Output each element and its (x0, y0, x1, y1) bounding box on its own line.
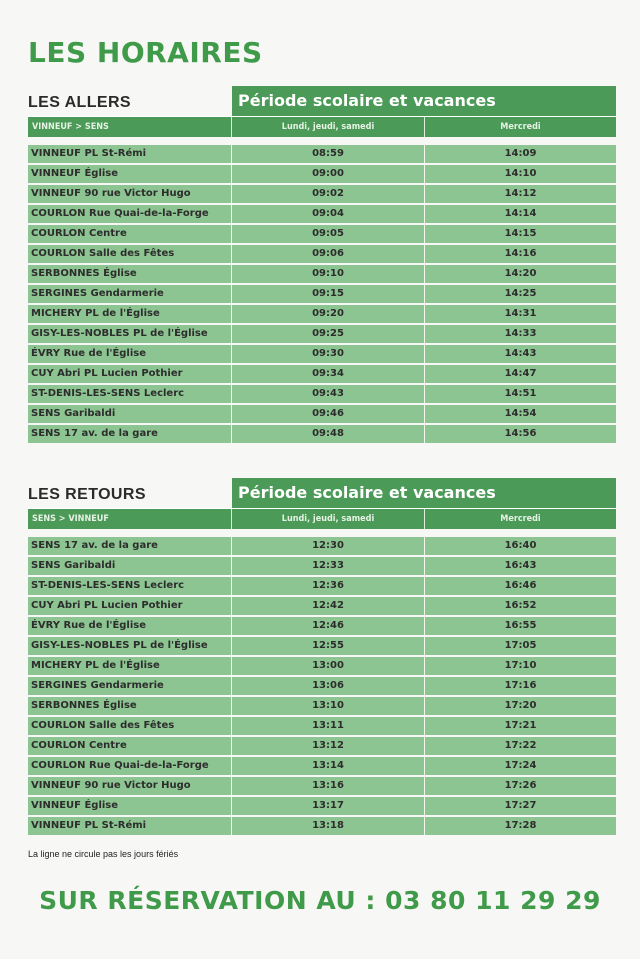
table-row (28, 145, 616, 163)
table-row (28, 677, 616, 695)
table-row (28, 365, 616, 383)
stop-name: VINNEUF PL St-Rémi (28, 145, 232, 163)
table-row (28, 717, 616, 735)
time-lundi: 09:46 (232, 405, 425, 423)
retours-route-header: SENS > VINNEUF (28, 509, 232, 529)
time-lundi: 09:00 (232, 165, 425, 183)
table-row (28, 425, 616, 443)
holiday-note: La ligne ne circule pas les jours fériés (28, 849, 179, 859)
stop-name: VINNEUF 90 rue Victor Hugo (28, 777, 232, 795)
time-mercredi: 14:25 (504, 288, 537, 299)
time-mercredi: 16:52 (504, 600, 537, 611)
stop-name: COURLON Salle des Fêtes (28, 245, 232, 263)
stop-name: COURLON Rue Quai-de-la-Forge (28, 757, 232, 775)
time-lundi: 12:33 (232, 557, 425, 575)
time-lundi: 09:06 (232, 245, 425, 263)
time-lundi: 09:10 (232, 265, 425, 283)
time-mercredi: 14:16 (504, 248, 537, 259)
stop-name: SERBONNES Église (28, 265, 232, 283)
time-mercredi: 14:43 (504, 348, 537, 359)
time-lundi: 09:02 (232, 185, 425, 203)
allers-periode: Période scolaire et vacances (232, 86, 616, 116)
time-lundi: 12:55 (232, 637, 425, 655)
time-lundi: 13:00 (232, 657, 425, 675)
time-lundi: 09:43 (232, 385, 425, 403)
time-mercredi: 14:47 (504, 368, 537, 379)
time-mercredi: 17:24 (504, 760, 537, 771)
stop-name: COURLON Salle des Fêtes (28, 717, 232, 735)
retours-lundi-header: Lundi, jeudi, samedi (232, 509, 425, 529)
stop-name: SENS 17 av. de la gare (28, 425, 232, 443)
time-lundi: 13:14 (232, 757, 425, 775)
time-mercredi: 14:31 (504, 308, 537, 319)
allers-route-header: VINNEUF > SENS (28, 117, 232, 137)
time-mercredi: 17:26 (504, 780, 537, 791)
time-mercredi: 14:54 (504, 408, 537, 419)
stop-name: COURLON Centre (28, 737, 232, 755)
table-row (28, 405, 616, 423)
stop-name: VINNEUF Église (28, 165, 232, 183)
time-lundi: 13:17 (232, 797, 425, 815)
time-lundi: 12:36 (232, 577, 425, 595)
time-mercredi: 17:28 (504, 820, 537, 831)
retours-column-header (28, 508, 616, 529)
table-row (28, 817, 616, 835)
allers-mercredi-header: Mercredi (500, 122, 541, 132)
time-lundi: 09:05 (232, 225, 425, 243)
stop-name: ÉVRY Rue de l'Église (28, 345, 232, 363)
table-row (28, 617, 616, 635)
time-lundi: 12:46 (232, 617, 425, 635)
table-row (28, 597, 616, 615)
table-row (28, 777, 616, 795)
table-row (28, 757, 616, 775)
time-lundi: 13:06 (232, 677, 425, 695)
time-lundi: 09:20 (232, 305, 425, 323)
table-row (28, 797, 616, 815)
stop-name: VINNEUF PL St-Rémi (28, 817, 232, 835)
time-lundi: 09:25 (232, 325, 425, 343)
table-row (28, 205, 616, 223)
time-mercredi: 17:20 (504, 700, 537, 711)
time-mercredi: 14:33 (504, 328, 537, 339)
stop-name: GISY-LES-NOBLES PL de l'Église (28, 637, 232, 655)
table-row (28, 265, 616, 283)
time-mercredi: 14:14 (504, 208, 537, 219)
table-row (28, 557, 616, 575)
stop-name: SERGINES Gendarmerie (28, 677, 232, 695)
time-lundi: 13:18 (232, 817, 425, 835)
stop-name: VINNEUF 90 rue Victor Hugo (28, 185, 232, 203)
time-lundi: 08:59 (232, 145, 425, 163)
table-row (28, 637, 616, 655)
table-row (28, 657, 616, 675)
stop-name: CUY Abri PL Lucien Pothier (28, 597, 232, 615)
retours-rows (28, 537, 616, 835)
table-row (28, 345, 616, 363)
reservation-phone: SUR RÉSERVATION AU : 03 80 11 29 29 (39, 886, 601, 915)
table-row (28, 325, 616, 343)
time-mercredi: 14:09 (504, 148, 537, 159)
stop-name: CUY Abri PL Lucien Pothier (28, 365, 232, 383)
stop-name: VINNEUF Église (28, 797, 232, 815)
stop-name: ST-DENIS-LES-SENS Leclerc (28, 385, 232, 403)
time-mercredi: 14:10 (504, 168, 537, 179)
page-title: LES HORAIRES (28, 36, 263, 69)
allers-section (28, 86, 616, 445)
time-mercredi: 14:51 (504, 388, 537, 399)
stop-name: SENS Garibaldi (28, 405, 232, 423)
stop-name: GISY-LES-NOBLES PL de l'Église (28, 325, 232, 343)
table-row (28, 245, 616, 263)
allers-lundi-header: Lundi, jeudi, samedi (232, 117, 425, 137)
time-mercredi: 14:20 (504, 268, 537, 279)
time-mercredi: 17:21 (504, 720, 537, 731)
time-mercredi: 17:10 (504, 660, 537, 671)
stop-name: COURLON Rue Quai-de-la-Forge (28, 205, 232, 223)
retours-section (28, 478, 616, 837)
time-lundi: 09:15 (232, 285, 425, 303)
time-lundi: 13:12 (232, 737, 425, 755)
stop-name: ÉVRY Rue de l'Église (28, 617, 232, 635)
table-row (28, 737, 616, 755)
time-mercredi: 16:55 (504, 620, 537, 631)
time-mercredi: 14:56 (504, 428, 537, 439)
time-lundi: 09:34 (232, 365, 425, 383)
stop-name: SENS Garibaldi (28, 557, 232, 575)
stop-name: MICHERY PL de l'Église (28, 305, 232, 323)
retours-title: LES RETOURS (28, 486, 146, 503)
table-row (28, 225, 616, 243)
stop-name: ST-DENIS-LES-SENS Leclerc (28, 577, 232, 595)
table-row (28, 165, 616, 183)
time-lundi: 09:30 (232, 345, 425, 363)
time-lundi: 13:16 (232, 777, 425, 795)
table-row (28, 285, 616, 303)
table-row (28, 577, 616, 595)
time-mercredi: 16:43 (504, 560, 537, 571)
allers-column-header (28, 116, 616, 137)
table-row (28, 305, 616, 323)
time-lundi: 09:04 (232, 205, 425, 223)
time-mercredi: 16:40 (504, 540, 537, 551)
time-lundi: 09:48 (232, 425, 425, 443)
table-row (28, 185, 616, 203)
table-row (28, 697, 616, 715)
stop-name: MICHERY PL de l'Église (28, 657, 232, 675)
time-lundi: 12:42 (232, 597, 425, 615)
time-lundi: 13:11 (232, 717, 425, 735)
stop-name: SERGINES Gendarmerie (28, 285, 232, 303)
time-mercredi: 17:22 (504, 740, 537, 751)
time-mercredi: 17:27 (504, 800, 537, 811)
stop-name: COURLON Centre (28, 225, 232, 243)
time-mercredi: 17:16 (504, 680, 537, 691)
stop-name: SERBONNES Église (28, 697, 232, 715)
time-mercredi: 14:15 (504, 228, 537, 239)
retours-mercredi-header: Mercredi (500, 514, 541, 524)
retours-periode: Période scolaire et vacances (232, 478, 616, 508)
table-row (28, 385, 616, 403)
time-mercredi: 14:12 (504, 188, 537, 199)
allers-title: LES ALLERS (28, 94, 131, 111)
time-lundi: 13:10 (232, 697, 425, 715)
time-mercredi: 17:05 (504, 640, 537, 651)
stop-name: SENS 17 av. de la gare (28, 537, 232, 555)
table-row (28, 537, 616, 555)
time-mercredi: 16:46 (504, 580, 537, 591)
allers-rows (28, 145, 616, 443)
time-lundi: 12:30 (232, 537, 425, 555)
